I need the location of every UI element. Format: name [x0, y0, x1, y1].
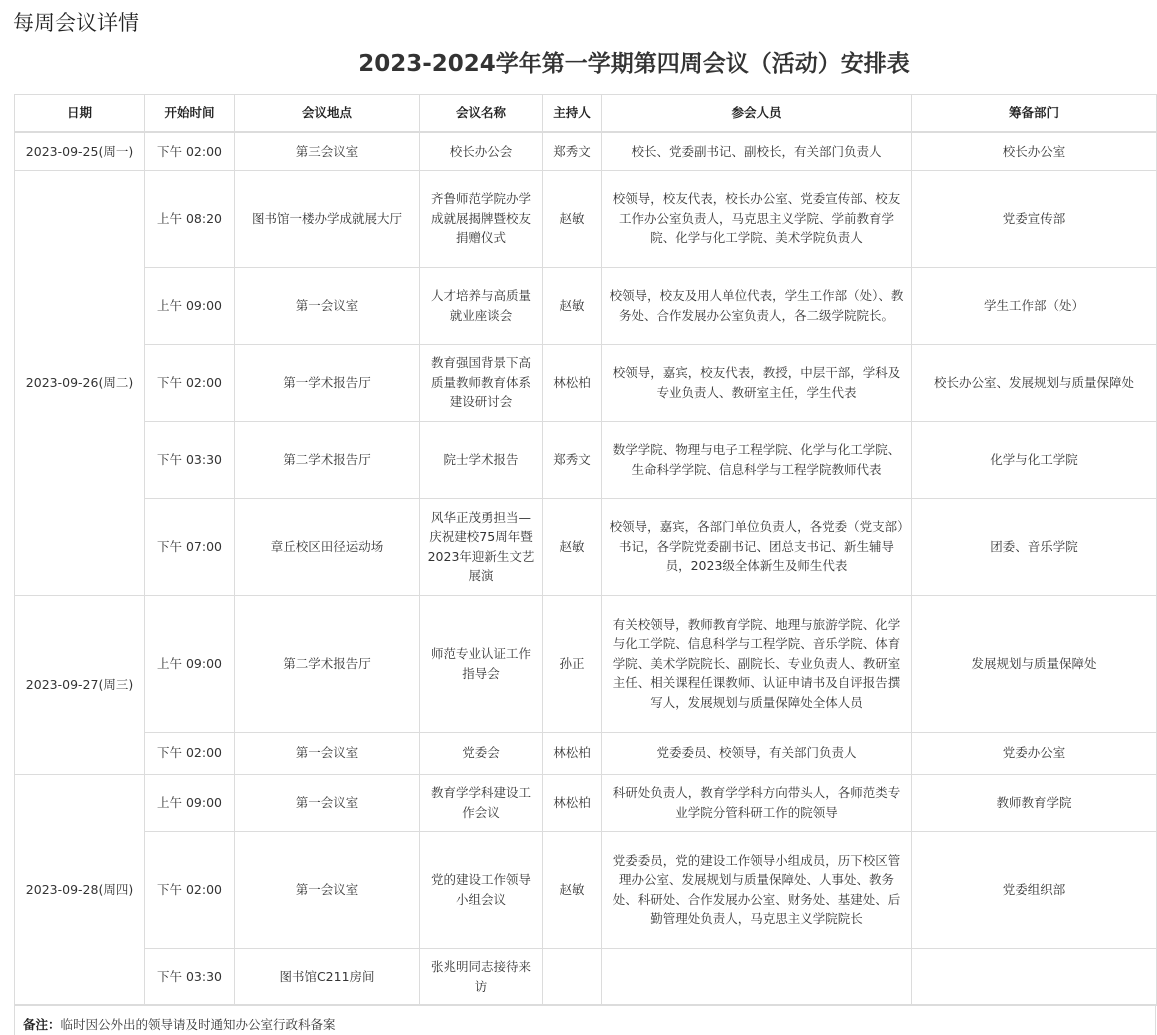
time-cell: 下午 03:30 [145, 421, 235, 498]
meeting-name-cell: 院士学术报告 [420, 421, 543, 498]
department-cell: 化学与化工学院 [912, 421, 1157, 498]
time-cell: 下午 03:30 [145, 948, 235, 1005]
remark [14, 1004, 1156, 1035]
department-cell: 党委办公室 [912, 732, 1157, 774]
department-cell: 党委宣传部 [912, 170, 1157, 267]
host-cell: 赵敏 [543, 831, 602, 948]
attendees-cell: 数学学院、物理与电子工程学院、化学与化工学院、生命科学学院、信息科学与工程学院教师代表 [602, 421, 912, 498]
meeting-name-cell: 风华正茂勇担当—庆祝建校75周年暨2023年迎新生文艺展演 [420, 498, 543, 595]
attendees-cell: 党委委员，党的建设工作领导小组成员，历下校区管理办公室、发展规划与质量保障处、人事处、教务处、科研处、合作发展办公室、财务处、基建处、后勤管理处负责人，马克思主义学院院长 [602, 831, 912, 948]
host-cell: 林松柏 [543, 774, 602, 831]
col-header-host: 主持人 [543, 95, 602, 133]
department-cell: 团委、音乐学院 [912, 498, 1157, 595]
table-row [15, 132, 1157, 170]
department-cell [912, 948, 1157, 1005]
col-header-meeting-name: 会议名称 [420, 95, 543, 133]
attendees-cell: 科研处负责人，教育学学科方向带头人，各师范类专业学院分管科研工作的院领导 [602, 774, 912, 831]
table-row [15, 267, 1157, 344]
table-row [15, 948, 1157, 1005]
meeting-name-cell: 张兆明同志接待来访 [420, 948, 543, 1005]
host-cell: 赵敏 [543, 267, 602, 344]
attendees-cell: 有关校领导，教师教育学院、地理与旅游学院、化学与化工学院、信息科学与工程学院、音乐学院、体育学院、美术学院院长、副院长、专业负责人、教研室主任、相关课程任课教师、认证申请书及自评报告撰写人，发展规划与质量保障处全体人员 [602, 595, 912, 732]
remark-text: 临时因公外出的领导请及时通知办公室行政科备案 [60, 1017, 336, 1032]
location-cell: 章丘校区田径运动场 [235, 498, 420, 595]
time-cell: 上午 09:00 [145, 267, 235, 344]
remark-label: 备注： [23, 1017, 61, 1032]
date-cell: 2023-09-26(周二) [15, 170, 145, 595]
table-row [15, 421, 1157, 498]
host-cell: 郑秀文 [543, 132, 602, 170]
location-cell: 第二学术报告厅 [235, 595, 420, 732]
meeting-name-cell: 教育学学科建设工作会议 [420, 774, 543, 831]
col-header-attendees: 参会人员 [602, 95, 912, 133]
host-cell: 孙正 [543, 595, 602, 732]
time-cell: 下午 02:00 [145, 344, 235, 421]
department-cell: 校长办公室、发展规划与质量保障处 [912, 344, 1157, 421]
table-row [15, 831, 1157, 948]
col-header-department: 筹备部门 [912, 95, 1157, 133]
time-cell: 上午 09:00 [145, 595, 235, 732]
department-cell: 发展规划与质量保障处 [912, 595, 1157, 732]
time-cell: 下午 02:00 [145, 831, 235, 948]
table-row [15, 732, 1157, 774]
location-cell: 第一会议室 [235, 732, 420, 774]
host-cell [543, 948, 602, 1005]
meeting-name-cell: 齐鲁师范学院办学成就展揭牌暨校友捐赠仪式 [420, 170, 543, 267]
host-cell: 林松柏 [543, 732, 602, 774]
time-cell: 下午 07:00 [145, 498, 235, 595]
table-row [15, 774, 1157, 831]
attendees-cell: 校领导，嘉宾，校友代表，教授，中层干部，学科及专业负责人、教研室主任，学生代表 [602, 344, 912, 421]
attendees-cell: 校领导，校友代表，校长办公室、党委宣传部、校友工作办公室负责人，马克思主义学院、学前教育学院、化学与化工学院、美术学院负责人 [602, 170, 912, 267]
col-header-start-time: 开始时间 [145, 95, 235, 133]
meeting-name-cell: 党委会 [420, 732, 543, 774]
date-cell: 2023-09-27(周三) [15, 595, 145, 774]
meeting-name-cell: 校长办公会 [420, 132, 543, 170]
department-cell: 学生工作部（处） [912, 267, 1157, 344]
date-cell: 2023-09-25(周一) [15, 132, 145, 170]
time-cell: 上午 08:20 [145, 170, 235, 267]
time-cell: 下午 02:00 [145, 732, 235, 774]
location-cell: 第二学术报告厅 [235, 421, 420, 498]
table-row [15, 344, 1157, 421]
meeting-name-cell: 教育强国背景下高质量教师教育体系建设研讨会 [420, 344, 543, 421]
col-header-date: 日期 [15, 95, 145, 133]
location-cell: 第一会议室 [235, 774, 420, 831]
location-cell: 第一会议室 [235, 267, 420, 344]
attendees-cell: 校长、党委副书记、副校长，有关部门负责人 [602, 132, 912, 170]
attendees-cell: 校领导，校友及用人单位代表，学生工作部（处）、教务处、合作发展办公室负责人，各二级学院院长。 [602, 267, 912, 344]
location-cell: 第三会议室 [235, 132, 420, 170]
meeting-name-cell: 人才培养与高质量就业座谈会 [420, 267, 543, 344]
col-header-location: 会议地点 [235, 95, 420, 133]
time-cell: 下午 02:00 [145, 132, 235, 170]
host-cell: 郑秀文 [543, 421, 602, 498]
attendees-cell [602, 948, 912, 1005]
attendees-cell: 党委委员、校领导，有关部门负责人 [602, 732, 912, 774]
table-row [15, 595, 1157, 732]
schedule-title: 2023-2024学年第一学期第四周会议（活动）安排表 [358, 51, 910, 77]
location-cell: 图书馆一楼办学成就展大厅 [235, 170, 420, 267]
host-cell: 赵敏 [543, 170, 602, 267]
host-cell: 赵敏 [543, 498, 602, 595]
table-row [15, 170, 1157, 267]
department-cell: 校长办公室 [912, 132, 1157, 170]
date-cell: 2023-09-28(周四) [15, 774, 145, 1005]
attendees-cell: 校领导，嘉宾，各部门单位负责人，各党委（党支部）书记，各学院党委副书记、团总支书记、新生辅导员，2023级全体新生及师生代表 [602, 498, 912, 595]
time-cell: 上午 09:00 [145, 774, 235, 831]
meeting-name-cell: 党的建设工作领导小组会议 [420, 831, 543, 948]
table-row [15, 498, 1157, 595]
location-cell: 图书馆C211房间 [235, 948, 420, 1005]
page-heading: 每周会议详情 [13, 11, 139, 35]
table-header-row [15, 95, 1157, 133]
meeting-name-cell: 师范专业认证工作指导会 [420, 595, 543, 732]
location-cell: 第一会议室 [235, 831, 420, 948]
department-cell: 教师教育学院 [912, 774, 1157, 831]
department-cell: 党委组织部 [912, 831, 1157, 948]
host-cell: 林松柏 [543, 344, 602, 421]
schedule-table [14, 94, 1157, 1006]
location-cell: 第一学术报告厅 [235, 344, 420, 421]
